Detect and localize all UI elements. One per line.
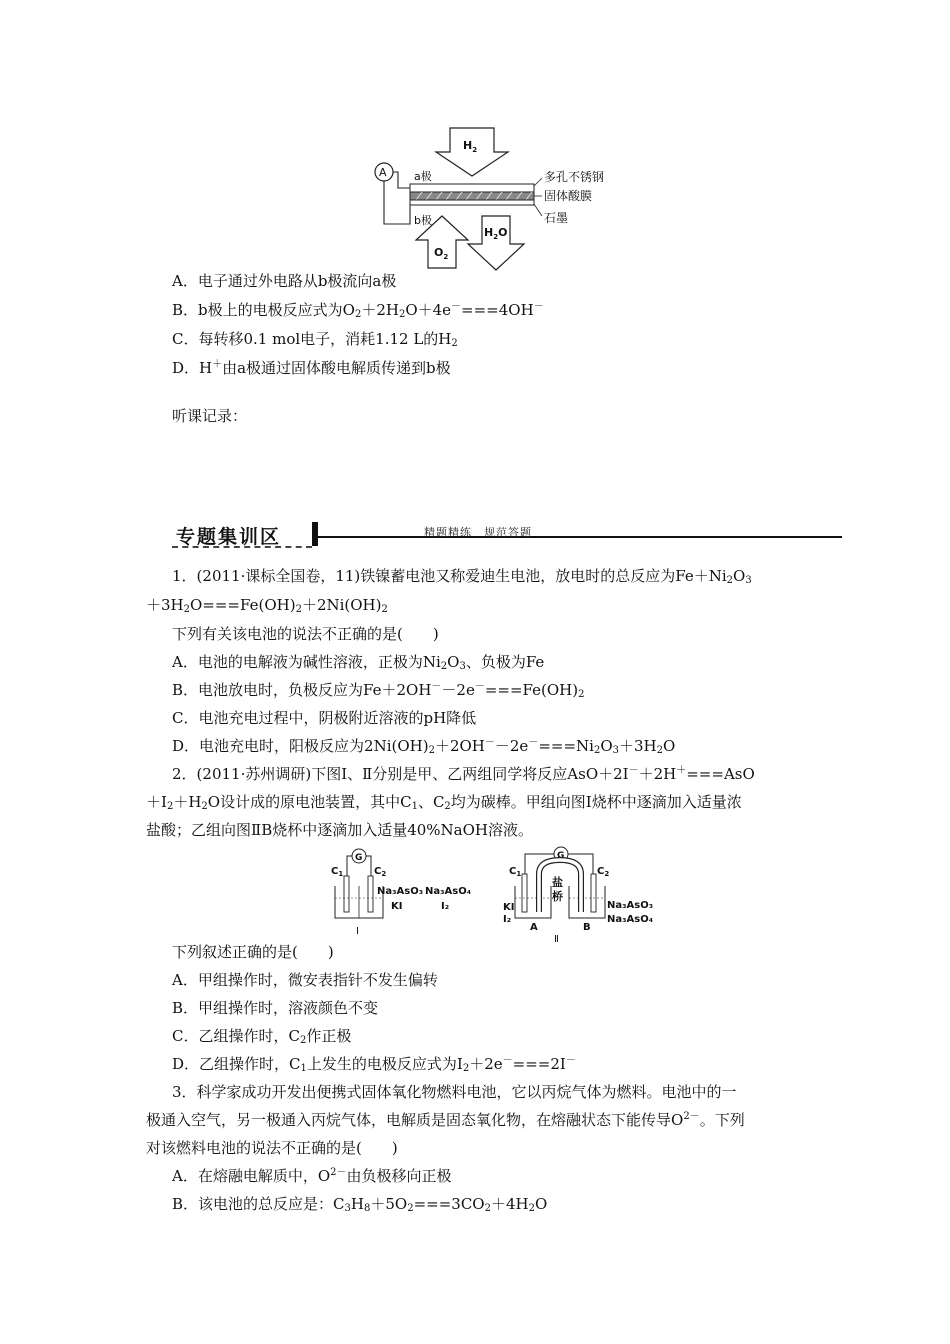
h2o-label: H	[484, 226, 494, 239]
q2-line-1: 2．(2011·苏州调研)下图Ⅰ、Ⅱ分别是甲、乙两组同学将反应AsO＋2I－＋2H＋===AsO	[172, 765, 755, 783]
svg-text:KI: KI	[391, 901, 403, 912]
q2-option-b: B．甲组操作时，溶液颜色不变	[172, 999, 379, 1017]
ammeter-label: A	[379, 166, 387, 179]
section-subtitle: 精题精练 规范答题	[424, 526, 532, 539]
svg-text:Na₃AsO₃: Na₃AsO₃	[377, 886, 424, 897]
graphite-label: 石墨	[544, 211, 569, 225]
fig-label-one: I	[356, 926, 359, 937]
q1-option-a: A．电池的电解液为碱性溶液，正极为$Ni_2O_3$、负极为Fe	[172, 653, 545, 672]
svg-text:G: G	[355, 853, 363, 863]
svg-text:C2: $C_2$	[597, 866, 610, 878]
prev-option-d: D．H＋由a极通过固体酸电解质传递到b极	[172, 359, 451, 377]
svg-text:H2: $H_2$	[463, 139, 478, 154]
notes-label: 听课记录：	[172, 407, 248, 425]
q3-line-1: 3．科学家成功开发出便携式固体氧化物燃料电池，它以丙烷气体为燃料。电池中的一	[172, 1083, 737, 1101]
svg-text:H2O: $H_2O$	[484, 226, 508, 241]
svg-text:盐: 盐	[552, 876, 563, 889]
q1-line-1: 1．(2011·课标全国卷，11)铁镍蓄电池又称爱迪生电池，放电时的总反应为$Fe+Ni_2O_3$	[172, 567, 752, 586]
prev-option-a: A．电子通过外电路从b极流向a极	[172, 272, 397, 290]
galvanic-cells-diagram	[325, 846, 665, 946]
h2o-outlet-arrow	[468, 216, 524, 270]
q1-option-b: B．电池放电时，负极反应为$Fe+2OH^--2e^-===Fe(OH)_2$	[172, 681, 585, 700]
svg-text:B: B	[583, 922, 591, 933]
q3-line-2: 极通入空气，另一极通入丙烷气体，电解质是固态氧化物，在熔融状态下能传导$O^{2-}$。下列	[146, 1111, 745, 1129]
b-pole-label: b极	[414, 214, 432, 227]
banner-rule	[318, 536, 842, 538]
cell-one	[331, 849, 471, 937]
q2-option-a: A．甲组操作时，微安表指针不发生偏转	[172, 971, 438, 989]
q2-stem: 下列叙述正确的是( )	[172, 943, 334, 961]
porous-steel-label: 多孔不锈钢	[544, 170, 605, 184]
a-pole-label: a极	[414, 170, 432, 183]
svg-text:I₂: I₂	[441, 901, 450, 912]
o2-label: O	[434, 246, 444, 259]
q1-option-d: D．电池充电时，阳极反应为$2Ni(OH)_2+2OH^--2e^-===Ni_2O_3+3H_2O$	[172, 737, 676, 756]
cell-two	[503, 847, 653, 945]
title-underline	[172, 546, 312, 548]
svg-text:Na₃AsO₃: Na₃AsO₃	[607, 900, 654, 911]
q1-option-c: C．电池充电过程中，阴极附近溶液的pH降低	[172, 709, 477, 727]
solid-acid-label: 固体酸膜	[544, 189, 593, 203]
svg-text:C1: $C_1$	[331, 866, 344, 878]
q3-option-b: B．该电池的总反应是：$C_3H_8+5O_2===3CO_2+4H_2O$	[172, 1195, 548, 1214]
h2-label: H	[463, 139, 473, 152]
section-banner	[170, 518, 842, 552]
q2-option-d: D．乙组操作时，$C_1$上发生的电极反应式为$I_2+2e^-===2I^-$	[172, 1055, 576, 1074]
svg-text:A: A	[530, 922, 538, 933]
banner-divider-bar	[312, 522, 318, 546]
svg-text:KI: KI	[503, 902, 515, 913]
svg-text:C1: $C_1$	[509, 866, 522, 878]
fig-label-two: Ⅱ	[554, 934, 559, 945]
graphite-layer	[410, 200, 534, 205]
svg-text:Na₃AsO₄: Na₃AsO₄	[607, 914, 654, 925]
svg-text:C2: $C_2$	[374, 866, 387, 878]
external-wire	[393, 172, 410, 188]
svg-text:O2: $O_2$	[434, 246, 449, 261]
svg-text:桥: 桥	[552, 890, 563, 903]
svg-text:Na₃AsO₄: Na₃AsO₄	[425, 886, 472, 897]
q2-line-3: 盐酸；乙组向图ⅡB烧杯中逐滴加入适量40%NaOH溶液。	[146, 821, 534, 839]
svg-text:G: G	[557, 851, 565, 861]
q2-option-c: C．乙组操作时，$C_2$作正极	[172, 1027, 352, 1046]
fuel-cell-diagram	[370, 124, 630, 274]
q3-line-3: 对该燃料电池的说法不正确的是( )	[146, 1139, 398, 1157]
q3-option-a: A．在熔融电解质中，$O^{2-}$由负极移向正极	[172, 1167, 452, 1185]
q2-line-2: $+I_2+H_2O$设计成的原电池装置，其中$C_1$、$C_2$均为碳棒。甲组向图Ⅰ烧杯中逐滴加入适量浓	[146, 793, 742, 812]
q1-stem: 下列有关该电池的说法不正确的是( )	[172, 625, 439, 643]
porous-steel-layer	[410, 184, 534, 192]
section-title: 专题集训区	[176, 526, 282, 548]
prev-option-b: B．b极上的电极反应式为$O_2+2H_2O+4e^-===4OH^-$	[172, 301, 544, 320]
prev-option-c: C．每转移0.1 mol电子，消耗1.12 L的$H_2$	[172, 330, 458, 349]
q1-line-2: $+3H_2O===Fe(OH)_2+2Ni(OH)_2$	[146, 596, 388, 615]
svg-text:I₂: I₂	[503, 914, 512, 925]
